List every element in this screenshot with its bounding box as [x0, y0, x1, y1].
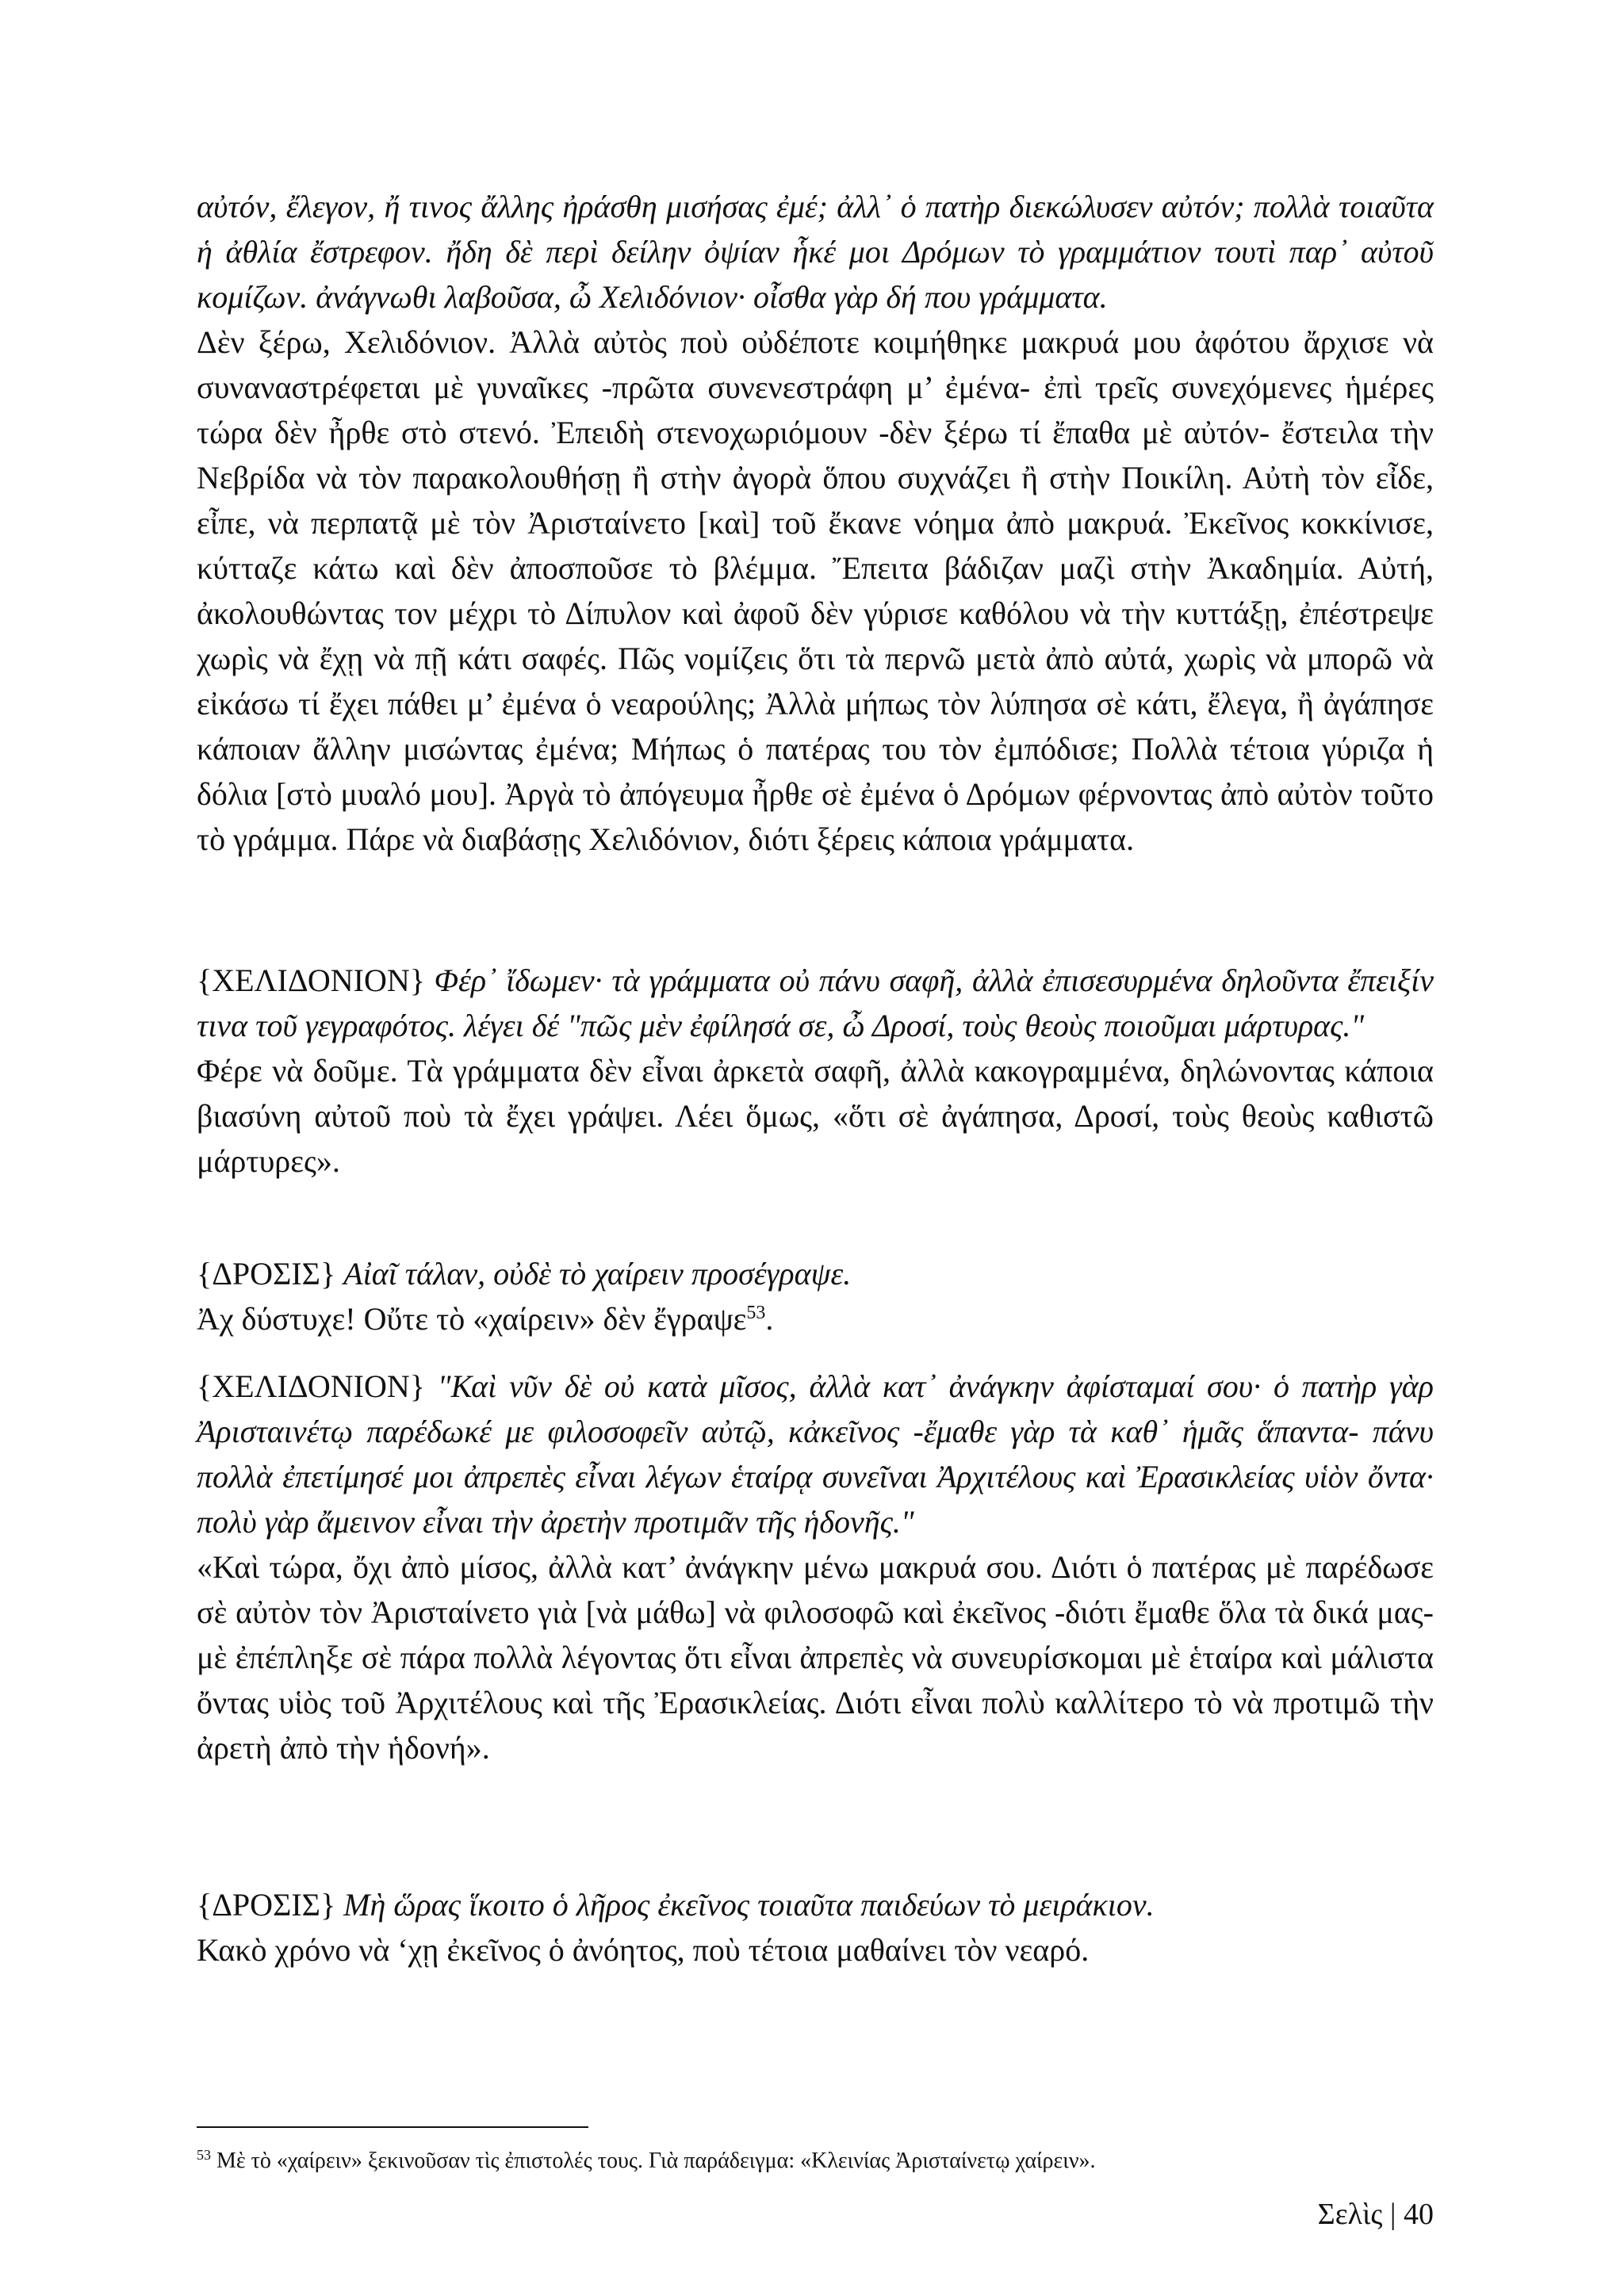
paragraph-drosis-continuation — [197, 184, 1434, 862]
modern-greek-translation: Φέρε νὰ δοῦμε. Τὰ γράμματα δὲν εἶναι ἀρκετὰ σαφῆ, ἀλλὰ κακογραμμένα, δηλώνοντας κάποια βιασύνη αὐτοῦ ποὺ τὰ ἔχει γράψει. Λέει ὅμως, «ὅτι σὲ ἀγάπησα, Δροσί, τοὺς θεοὺς καθιστῶ μάρτυρες». — [197, 1053, 1434, 1179]
modern-greek-translation: Δὲν ξέρω, Χελιδόνιον. Ἀλλὰ αὐτὸς ποὺ οὐδέποτε κοιμήθηκε μακρυά μου ἀφότου ἄρχισε νὰ συναναστρέφεται μὲ γυναῖκες -πρῶτα συνενεστράφη μ’ ἐμένα- ἐπὶ τρεῖς συνεχόμενες ἡμέρες τώρα δὲν ἦρθε στὸ στενό. Ἐπειδὴ στενοχωριόμουν -δὲν ξέρω τί ἔπαθα μὲ αὐτόν- ἔστειλα τὴν Νεβρίδα νὰ τὸν παρακολουθήσῃ ἢ στὴν ἀγορὰ ὅπου συχνάζει ἢ στὴν Ποικίλη. Αὐτὴ τὸν εἶδε, εἶπε, νὰ περπατᾷ μὲ τὸν Ἀρισταίνετο [καὶ] τοῦ ἔκανε νόημα ἀπὸ μακρυά. Ἐκεῖνος κοκκίνισε, κύτταζε κάτω καὶ δὲν ἀποσποῦσε τὸ βλέμμα. Ἔπειτα βάδιζαν μαζὶ στὴν Ἀκαδημία. Αὐτή, ἀκολουθώντας τον μέχρι τὸ Δίπυλον καὶ ἀφοῦ δὲν γύρισε καθόλου νὰ τὴν κυττάξῃ, ἐπέστρεψε χωρὶς νὰ ἔχῃ νὰ πῇ κάτι σαφές. Πῶς νομίζεις ὅτι τὰ περνῶ μετὰ ἀπὸ αὐτά, χωρὶς νὰ μπορῶ νὰ εἰκάσω τί ἔχει πάθει μ’ ἐμένα ὁ νεαρούλης; Ἀλλὰ μήπως τὸν λύπησα σὲ κάτι, ἔλεγα, ἢ ἀγάπησε κάποιαν ἄλλην μισώντας ἐμένα; Μήπως ὁ πατέρας του τὸν ἐμπόδισε; Πολλὰ τέτοια γύριζα ἡ δόλια [στὸ μυαλό μου]. Ἀργὰ τὸ ἀπόγευμα ἦρθε σὲ ἐμένα ὁ Δρόμων φέρνοντας ἀπὸ αὐτὸν τοῦτο τὸ γράμμα. Πάρε νὰ διαβάσῃς Χελιδόνιον, διότι ξέρεις κάποια γράμματα. — [197, 324, 1434, 857]
modern-greek-translation: Ἀχ δύστυχε! Οὔτε τὸ «χαίρειν» δὲν ἔγραψε — [197, 1301, 747, 1337]
speaker-label: {ΔΡΟΣΙΣ} — [197, 1887, 336, 1923]
footnote-text: Μὲ τὸ «χαίρειν» ξεκινοῦσαν τὶς ἐπιστολές τους. Γιὰ παράδειγμα: «Κλεινίας Ἀρισταίνετῳ χαίρειν». — [211, 2149, 1096, 2173]
ancient-greek-text: Μὴ ὥρας ἵκοιτο ὁ λῆρος ἐκεῖνος τοιαῦτα παιδεύων τὸ μειράκιον. — [343, 1887, 1155, 1923]
modern-greek-translation-end: . — [765, 1301, 774, 1337]
speaker-label: {ΔΡΟΣΙΣ} — [197, 1256, 336, 1292]
paragraph-chelidonion-2 — [197, 1364, 1434, 1770]
page-number: Σελὶς | 40 — [1317, 2198, 1434, 2231]
paragraph-drosis-2 — [197, 1882, 1434, 1973]
ancient-greek-text: αὐτόν, ἔλεγον, ἤ τινος ἄλλης ἠράσθη μισήσας ἐμέ; ἀλλ᾽ ὁ πατὴρ διεκώλυσεν αὐτόν; πολλὰ τοιαῦτα ἡ ἀθλία ἔστρεφον. ἤδη δὲ περὶ δείλην ὀψίαν ἧκέ μοι Δρόμων τὸ γραμμάτιον τουτὶ παρ᾽ αὐτοῦ κομίζων. ἀνάγνωθι λαβοῦσα, ὦ Χελιδόνιον· οἶσθα γὰρ δή που γράμματα. — [197, 189, 1434, 315]
footnote — [197, 2145, 1434, 2177]
modern-greek-translation: «Καὶ τώρα, ὄχι ἀπὸ μίσος, ἀλλὰ κατ’ ἀνάγκην μένω μακρυά σου. Διότι ὁ πατέρας μὲ παρέδωσε σὲ αὐτὸν τὸν Ἀρισταίνετο γιὰ [νὰ μάθω] νὰ φιλοσοφῶ καὶ ἐκεῖνος -διότι ἔμαθε ὅλα τὰ δικά μας- μὲ ἐπέπληξε σὲ πάρα πολλὰ λέγοντας ὅτι εἶναι ἀπρεπὲς νὰ συνευρίσκομαι μὲ ἑταίρα καὶ μάλιστα ὄντας υἱὸς τοῦ Ἀρχιτέλους καὶ τῆς Ἐρασικλείας. Διότι εἶναι πολὺ καλλίτερο τὸ νὰ προτιμῶ τὴν ἀρετὴ ἀπὸ τὴν ἡδονή». — [197, 1549, 1434, 1766]
speaker-label: {ΧΕΛΙΔΟΝΙΟΝ} — [197, 1368, 425, 1404]
footnote-number: 53 — [197, 2147, 211, 2163]
paragraph-chelidonion-1 — [197, 958, 1434, 1184]
footnote-separator — [197, 2126, 588, 2128]
ancient-greek-text: Φέρ᾽ ἴδωμεν· τὰ γράμματα οὐ πάνυ σαφῆ, ἀλλὰ ἐπισεσυρμένα δηλοῦντα ἔπειξίν τινα τοῦ γεγραφότος. λέγει δέ "πῶς μὲν ἐφίλησά σε, ὦ Δροσί, τοὺς θεοὺς ποιοῦμαι μάρτυρας." — [197, 962, 1434, 1043]
ancient-greek-text: "Καὶ νῦν δὲ οὐ κατὰ μῖσος, ἀλλὰ κατ᾽ ἀνάγκην ἀφίσταμαί σου· ὁ πατὴρ γὰρ Ἀρισταινέτῳ παρέδωκέ με φιλοσοφεῖν αὐτῷ, κἀκεῖνος -ἔμαθε γὰρ τὰ καθ᾽ ἡμᾶς ἅπαντα- πάνυ πολλὰ ἐπετίμησέ μοι ἀπρεπὲς εἶναι λέγων ἑταίρᾳ συνεῖναι Ἀρχιτέλους καὶ Ἐρασικλείας υἱὸν ὄντα· πολὺ γὰρ ἄμεινον εἶναι τὴν ἀρετὴν προτιμᾶν τῆς ἡδονῆς." — [197, 1368, 1434, 1540]
paragraph-drosis-1 — [197, 1251, 1434, 1341]
footnote-reference[interactable]: 53 — [746, 1303, 766, 1323]
modern-greek-translation: Κακὸ χρόνο νὰ ‘χῃ ἐκεῖνος ὁ ἀνόητος, ποὺ τέτοια μαθαίνει τὸν νεαρό. — [197, 1932, 1090, 1968]
ancient-greek-text: Αἰαῖ τάλαν, οὐδὲ τὸ χαίρειν προσέγραψε. — [343, 1256, 852, 1292]
speaker-label: {ΧΕΛΙΔΟΝΙΟΝ} — [197, 962, 425, 998]
